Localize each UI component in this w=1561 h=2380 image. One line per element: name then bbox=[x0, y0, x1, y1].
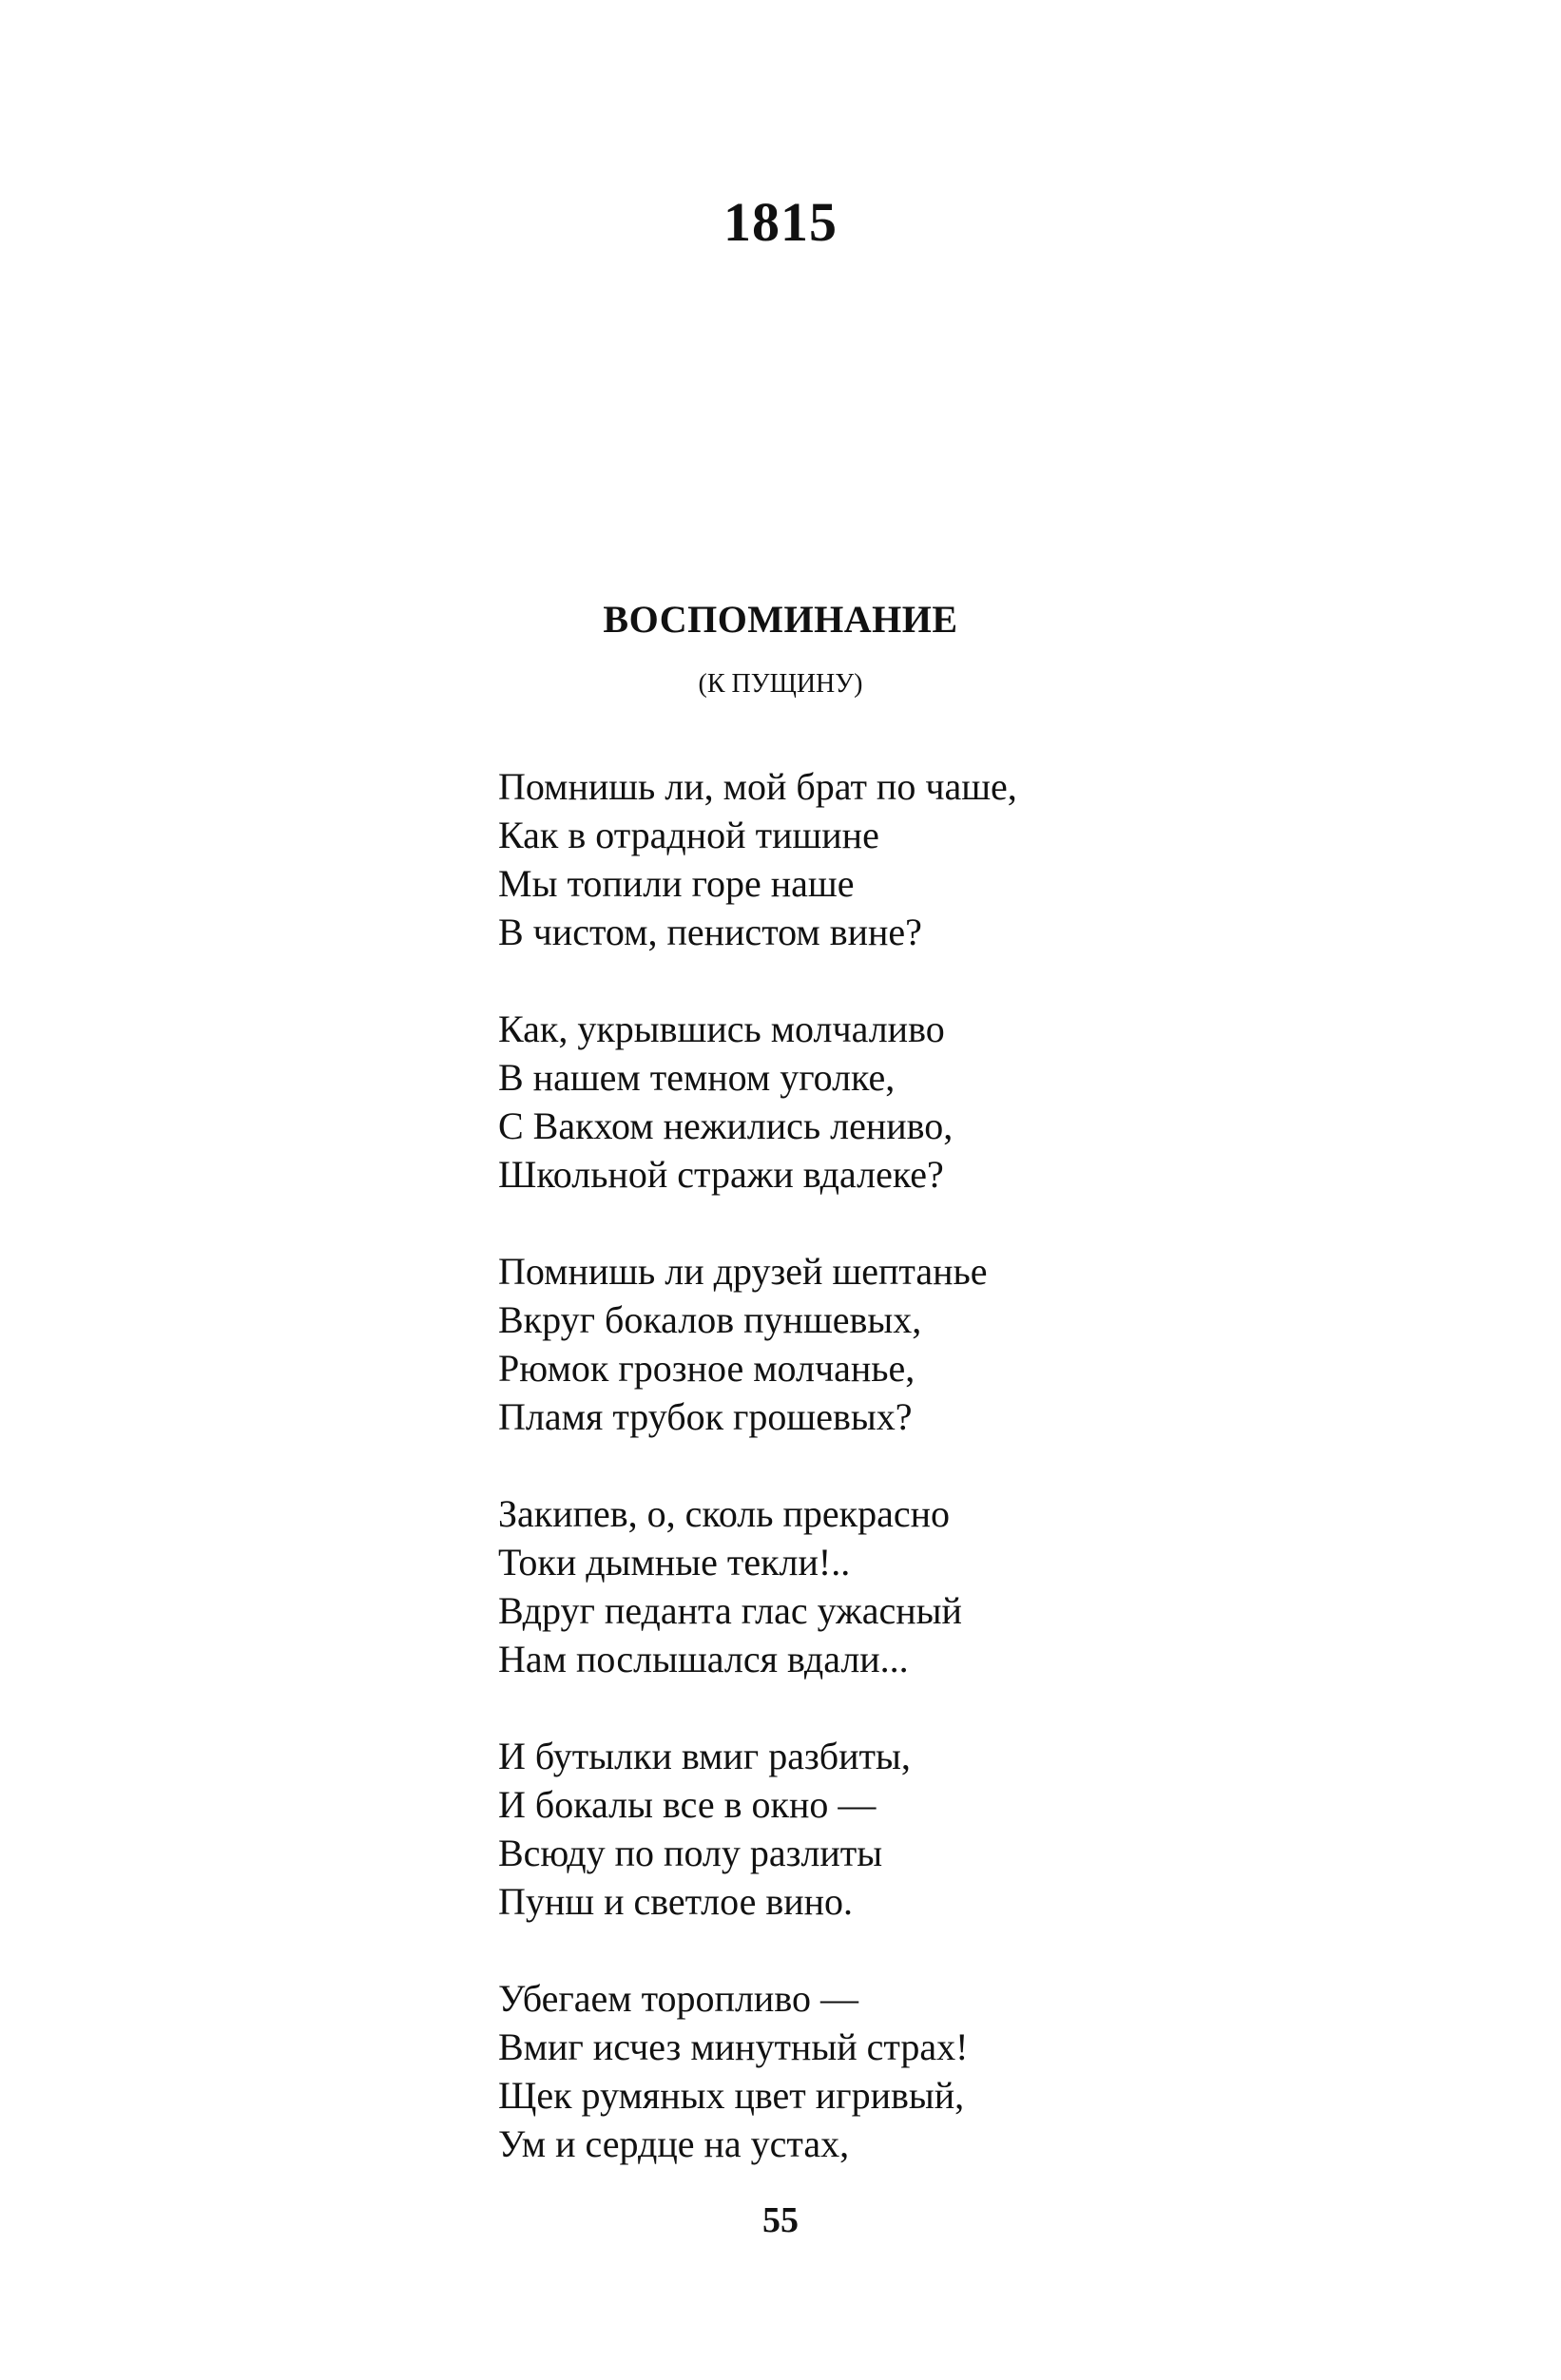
section-year-heading: 1815 bbox=[723, 191, 838, 253]
stanza bbox=[498, 1732, 1449, 1926]
poem-line: Ум и сердце на устах, bbox=[498, 2122, 850, 2165]
poem-line: И бокалы все в окно — bbox=[498, 1783, 877, 1826]
stanza bbox=[498, 1247, 1449, 1441]
poem-body bbox=[498, 762, 1449, 2217]
stanza bbox=[498, 1005, 1449, 1199]
poem-line: Помнишь ли друзей шептанье bbox=[498, 1250, 988, 1293]
poem-dedication: (К ПУЩИНУ) bbox=[698, 669, 863, 699]
poem-line: Всюду по полу разлиты bbox=[498, 1832, 883, 1874]
poem-line: И бутылки вмиг разбиты, bbox=[498, 1735, 911, 1777]
poem-line: Рюмок грозное молчанье, bbox=[498, 1347, 915, 1390]
poem-line: Вкруг бокалов пуншевых, bbox=[498, 1298, 922, 1341]
poem-line: Как, укрывшись молчаливо bbox=[498, 1008, 945, 1050]
poem-line: Как в отрадной тишине bbox=[498, 814, 879, 856]
poem-line: Щек румяных цвет игривый, bbox=[498, 2074, 965, 2117]
stanza bbox=[498, 1489, 1449, 1683]
poem-line: Вмиг исчез минутный страх! bbox=[498, 2025, 969, 2068]
poem-line: В чистом, пенистом вине? bbox=[498, 911, 922, 953]
poem-line: Помнишь ли, мой брат по чаше, bbox=[498, 765, 1017, 808]
poem-line: Вдруг педанта глас ужасный bbox=[498, 1589, 962, 1632]
poem-line: Убегаем торопливо — bbox=[498, 1977, 858, 2020]
poem-line: С Вакхом нежились лениво, bbox=[498, 1104, 954, 1147]
poem-line: Школьной стражи вдалеке? bbox=[498, 1153, 944, 1196]
stanza bbox=[498, 762, 1449, 956]
poem-line: Мы топили горе наше bbox=[498, 862, 855, 905]
poem-line: Закипев, о, сколь прекрасно bbox=[498, 1492, 951, 1535]
poem-title: ВОСПОМИНАНИЕ bbox=[603, 598, 958, 641]
poem-line: В нашем темном уголке, bbox=[498, 1056, 896, 1099]
poem-line: Нам послышался вдали... bbox=[498, 1638, 909, 1680]
poem-line: Пламя трубок грошевых? bbox=[498, 1395, 913, 1438]
stanza bbox=[498, 1974, 1449, 2168]
poem-line: Пунш и светлое вино. bbox=[498, 1880, 854, 1923]
page-number: 55 bbox=[762, 2200, 799, 2240]
poem-line: Токи дымные текли!.. bbox=[498, 1541, 851, 1583]
